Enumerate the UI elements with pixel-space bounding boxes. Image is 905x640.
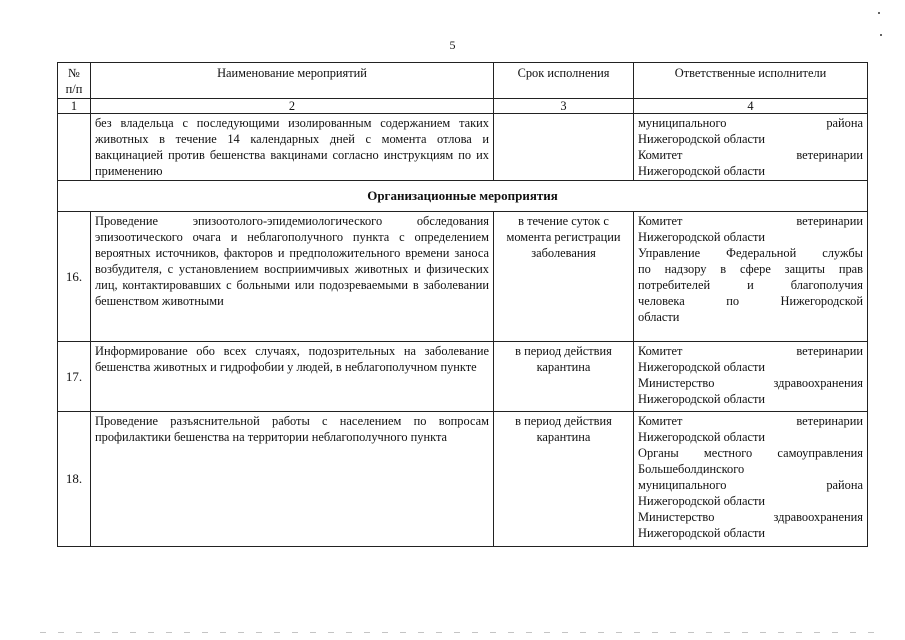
column-number: 1 <box>58 99 91 114</box>
header-name: Наименование мероприятий <box>91 63 494 99</box>
responsible-line: муниципального района <box>638 116 863 130</box>
table-row-continuation <box>58 114 868 181</box>
measure-term: в период действия карантина <box>494 342 634 412</box>
scan-speck <box>880 34 882 36</box>
table-header-row <box>58 63 868 99</box>
column-number: 2 <box>91 99 494 114</box>
responsible-line: Нижегородской области <box>638 132 766 146</box>
measure-responsible <box>634 212 868 342</box>
scan-artifact-line <box>40 632 880 633</box>
column-number: 3 <box>494 99 634 114</box>
responsible-line: Нижегородской области <box>638 392 766 406</box>
measure-name: Информирование обо всех случаях, подозрительных на заболевание бешенства животных и гидрофобии у людей, в неблагополучном пункте <box>91 342 494 412</box>
row-number: 16. <box>58 212 91 342</box>
measure-name: без владельца с последующими изолированным содержанием таких животных в течение 14 календарных дней с момента отлова и вакцинацией против бешенства вакцинами согласно инструкциям по их применению <box>91 114 494 181</box>
row-number: 18. <box>58 412 91 547</box>
responsible-line: Министерство здравоохранения <box>638 510 863 524</box>
measure-name: Проведение эпизоотолого-эпидемиологического обследования эпизоотического очага и неблагополучного пункта с определением вероятных источников, факторов и предположительного времени заноса возбудителя, с установлением восприимчивых животных и физических лиц, контактировавших с больными или подозреваемыми в заболевании бешенством животными <box>91 212 494 342</box>
measure-responsible <box>634 114 868 181</box>
responsible-line: Нижегородской области <box>638 230 766 244</box>
section-row <box>58 181 868 212</box>
responsible-line: муниципального района <box>638 478 863 492</box>
responsible-line: Министерство здравоохранения <box>638 376 863 390</box>
table-row <box>58 342 868 412</box>
column-numbers-row <box>58 99 868 114</box>
header-number: № п/п <box>58 63 91 99</box>
responsible-line: Нижегородской области <box>638 164 766 178</box>
row-number-cell <box>58 114 91 181</box>
responsible-line: Большеболдинского <box>638 462 745 476</box>
header-term: Срок исполнения <box>494 63 634 99</box>
measure-name: Проведение разъяснительной работы с населением по вопросам профилактики бешенства на территории неблагополучного пункта <box>91 412 494 547</box>
responsible-line: Нижегородской области <box>638 494 766 508</box>
responsible-line: Комитет ветеринарии <box>638 414 863 428</box>
measure-term: в период действия карантина <box>494 412 634 547</box>
table-row <box>58 412 868 547</box>
row-number: 17. <box>58 342 91 412</box>
measures-table <box>57 62 868 547</box>
header-responsible: Ответственные исполнители <box>634 63 868 99</box>
responsible-line: Органы местного самоуправления <box>638 446 863 460</box>
responsible-line: Комитет ветеринарии <box>638 344 863 358</box>
responsible-line: Нижегородской области <box>638 526 766 540</box>
responsible-line: потребителей и благополучия <box>638 278 863 292</box>
section-title: Организационные мероприятия <box>58 181 868 212</box>
responsible-line: по надзору в сфере защиты прав <box>638 262 863 276</box>
measure-responsible <box>634 342 868 412</box>
responsible-line: Нижегородской области <box>638 360 766 374</box>
measure-term <box>494 114 634 181</box>
table-row <box>58 212 868 342</box>
responsible-line: человека по Нижегородской <box>638 294 863 308</box>
responsible-line: области <box>638 310 680 324</box>
scan-speck <box>878 12 880 14</box>
column-number: 4 <box>634 99 868 114</box>
responsible-line: Нижегородской области <box>638 430 766 444</box>
responsible-line: Управление Федеральной службы <box>638 246 863 260</box>
responsible-line: Комитет ветеринарии <box>638 214 863 228</box>
responsible-line: Комитет ветеринарии <box>638 148 863 162</box>
page-number: 5 <box>449 38 456 52</box>
measure-term: в течение суток с момента регистрации заболевания <box>494 212 634 342</box>
measure-responsible <box>634 412 868 547</box>
